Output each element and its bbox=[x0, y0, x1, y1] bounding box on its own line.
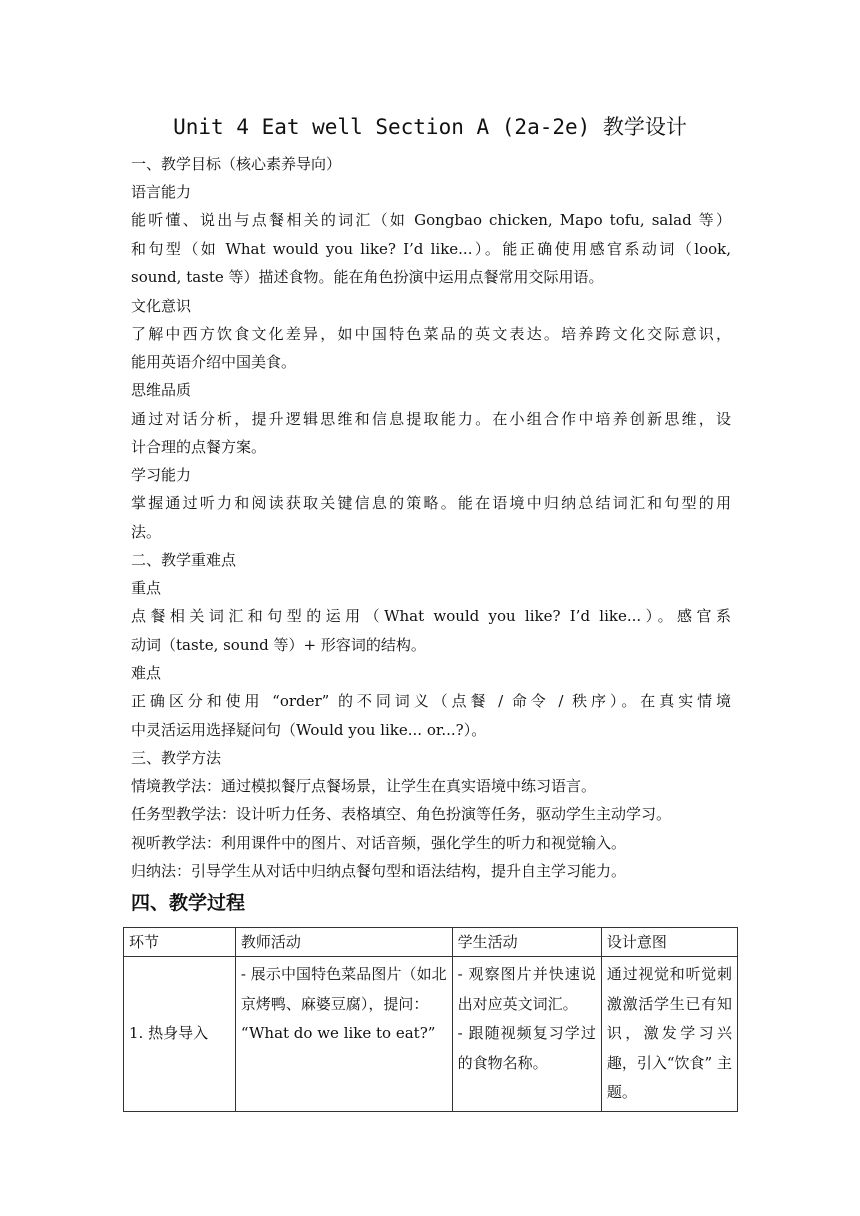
thinking-heading: 思维品质 bbox=[131, 381, 192, 399]
learning-heading: 学习能力 bbox=[131, 466, 192, 484]
difficulty-line-2: 中灵活运用选择疑问句（Would you like... or...?）。 bbox=[131, 721, 487, 739]
difficulty-line-1: 正确区分和使用 “order” 的不同词义（点餐 / 命令 / 秩序）。在真实情境 bbox=[131, 692, 731, 710]
learning-line-1: 掌握通过听力和阅读获取关键信息的策略。能在语境中归纳总结词汇和句型的用 bbox=[131, 494, 731, 512]
culture-line-2: 能用英语介绍中国美食。 bbox=[131, 353, 297, 371]
culture-heading: 文化意识 bbox=[131, 297, 192, 315]
method-audiovisual: 视听教学法：利用课件中的图片、对话音频，强化学生的听力和视觉输入。 bbox=[131, 834, 627, 852]
row1-teacher-line-2: “What do we like to eat?” bbox=[240, 1024, 436, 1042]
key-points-line-1: 点餐相关词汇和句型的运用（What would you like? I’d like...）。感官系 bbox=[131, 607, 731, 625]
section-2-heading: 二、教学重难点 bbox=[131, 551, 237, 569]
row1-teacher-activity bbox=[235, 957, 452, 1112]
key-points-heading: 重点 bbox=[131, 579, 162, 597]
difficulty-heading: 难点 bbox=[131, 664, 162, 682]
teaching-process-table bbox=[123, 927, 738, 1112]
section-4-heading: 四、教学过程 bbox=[131, 892, 246, 914]
row1-intent-text: 通过视觉和听觉刺激激活学生已有知识，激发学习兴趣，引入“饮食” 主题。 bbox=[606, 965, 732, 1101]
row1-student-line-2: - 跟随视频复习学过的食物名称。 bbox=[457, 1024, 596, 1072]
language-ability-line-2: 和句型（如 What would you like? I’d like...）。能正确使用感官系动词（look, bbox=[131, 240, 731, 258]
thinking-line-2: 计合理的点餐方案。 bbox=[131, 438, 267, 456]
section-1-heading: 一、教学目标（核心素养导向） bbox=[131, 155, 342, 173]
row1-student-activity bbox=[452, 957, 601, 1112]
method-task-based: 任务型教学法：设计听力任务、表格填空、角色扮演等任务，驱动学生主动学习。 bbox=[131, 805, 672, 823]
header-design-intent: 设计意图 bbox=[601, 928, 737, 957]
row1-student-line-1: - 观察图片并快速说出对应英文词汇。 bbox=[457, 965, 596, 1013]
row1-stage: 1. 热身导入 bbox=[124, 957, 236, 1112]
header-stage: 环节 bbox=[124, 928, 236, 957]
document-title: Unit 4 Eat well Section A (2a-2e) 教学设计 bbox=[173, 115, 687, 139]
header-teacher-activity: 教师活动 bbox=[235, 928, 452, 957]
table-row bbox=[124, 957, 738, 1112]
table-header-row bbox=[124, 928, 738, 957]
method-induction: 归纳法：引导学生从对话中归纳点餐句型和语法结构，提升自主学习能力。 bbox=[131, 862, 627, 880]
culture-line-1: 了解中西方饮食文化差异，如中国特色菜品的英文表达。培养跨文化交际意识， bbox=[131, 325, 731, 343]
language-ability-line-3: sound, taste 等）描述食物。能在角色扮演中运用点餐常用交际用语。 bbox=[131, 268, 604, 286]
method-situational: 情境教学法：通过模拟餐厅点餐场景，让学生在真实语境中练习语言。 bbox=[131, 777, 597, 795]
language-ability-heading: 语言能力 bbox=[131, 183, 192, 201]
row1-design-intent bbox=[601, 957, 737, 1112]
row1-teacher-line-1: - 展示中国特色菜品图片（如北京烤鸭、麻婆豆腐），提问： bbox=[240, 965, 447, 1013]
thinking-line-1: 通过对话分析，提升逻辑思维和信息提取能力。在小组合作中培养创新思维，设 bbox=[131, 410, 731, 428]
header-student-activity: 学生活动 bbox=[452, 928, 601, 957]
language-ability-line-1: 能听懂、说出与点餐相关的词汇（如 Gongbao chicken, Mapo tofu, salad 等） bbox=[131, 211, 731, 229]
learning-line-2: 法。 bbox=[131, 523, 162, 541]
key-points-line-2: 动词（taste, sound 等）+ 形容词的结构。 bbox=[131, 636, 426, 654]
section-3-heading: 三、教学方法 bbox=[131, 749, 222, 767]
